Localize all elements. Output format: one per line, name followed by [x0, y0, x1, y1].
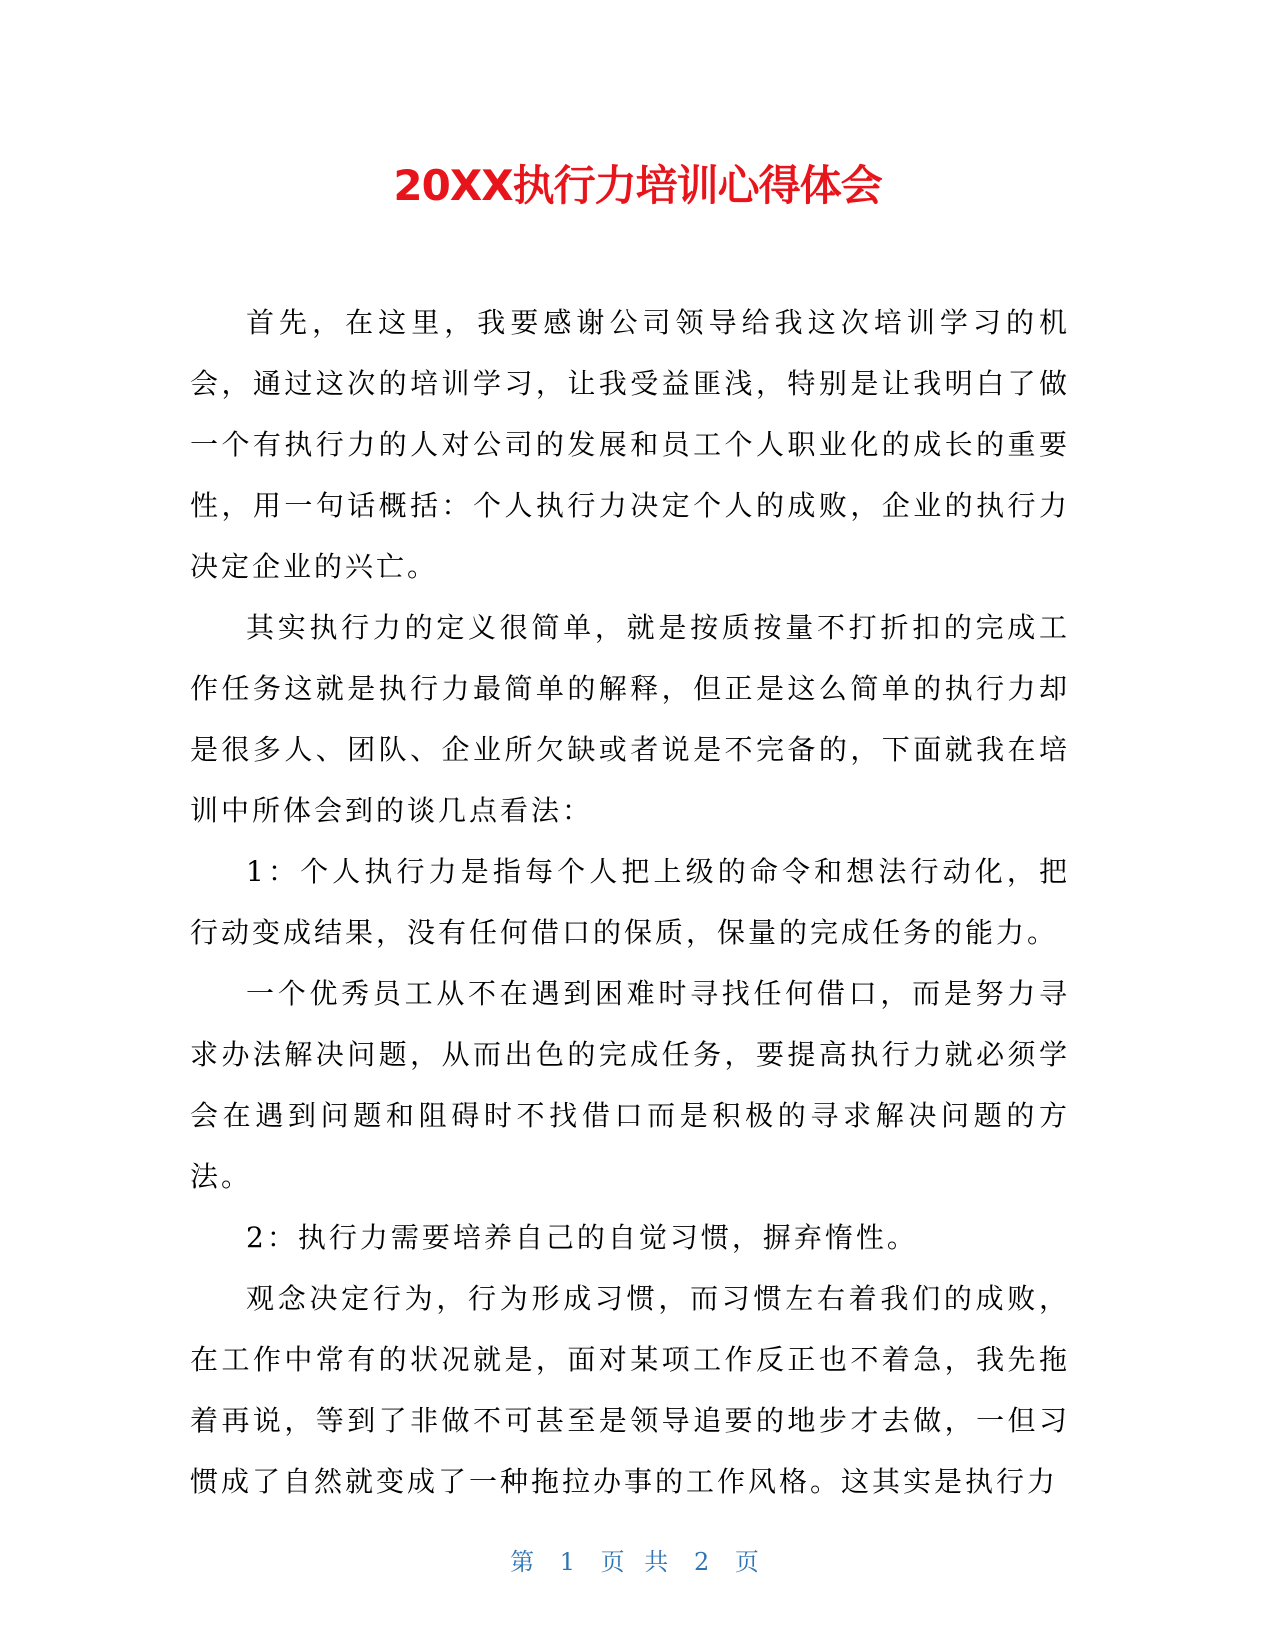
paragraph-1: 首先，在这里，我要感谢公司领导给我这次培训学习的机会，通过这次的培训学习，让我受益匪浅，特别是让我明白了做一个有执行力的人对公司的发展和员工个人职业化的成长的重要性，用一句话概括：个人执行力决定个人的成败，企业的执行力决定企业的兴亡。: [190, 306, 1070, 583]
total-page-number: 2: [693, 1548, 716, 1576]
paragraph-4: 一个优秀员工从不在遇到困难时寻找任何借口，而是努力寻求办法解决问题，从而出色的完成任务，要提高执行力就必须学会在遇到问题和阻碍时不找借口而是积极的寻求解决问题的方法。: [190, 977, 1070, 1193]
paragraph-2: 其实执行力的定义很简单，就是按质按量不打折扣的完成工作任务这就是执行力最简单的解释，但正是这么简单的执行力却是很多人、团队、企业所欠缺或者说是不完备的，下面就我在培训中所体会到的谈几点看法：: [190, 611, 1070, 827]
document-body: [190, 292, 1070, 1512]
page-footer: [0, 1546, 1275, 1578]
current-page-number: 1: [559, 1548, 582, 1576]
footer-suffix: 页: [734, 1548, 765, 1576]
paragraph-6: 观念决定行为，行为形成习惯，而习惯左右着我们的成败，在工作中常有的状况就是，面对某项工作反正也不着急，我先拖着再说，等到了非做不可甚至是领导追要的地步才去做，一但习惯成了自然就变成了一种拖拉办事的工作风格。这其实是执行力: [190, 1282, 1070, 1498]
paragraph-3: 1：个人执行力是指每个人把上级的命令和想法行动化，把行动变成结果，没有任何借口的保质，保量的完成任务的能力。: [190, 855, 1070, 949]
page-title: 20XX执行力培训心得体会: [393, 161, 882, 210]
footer-middle: 页 共: [600, 1548, 675, 1576]
footer-prefix: 第: [510, 1548, 541, 1576]
paragraph-5: 2：执行力需要培养自己的自觉习惯，摒弃惰性。: [246, 1221, 918, 1254]
